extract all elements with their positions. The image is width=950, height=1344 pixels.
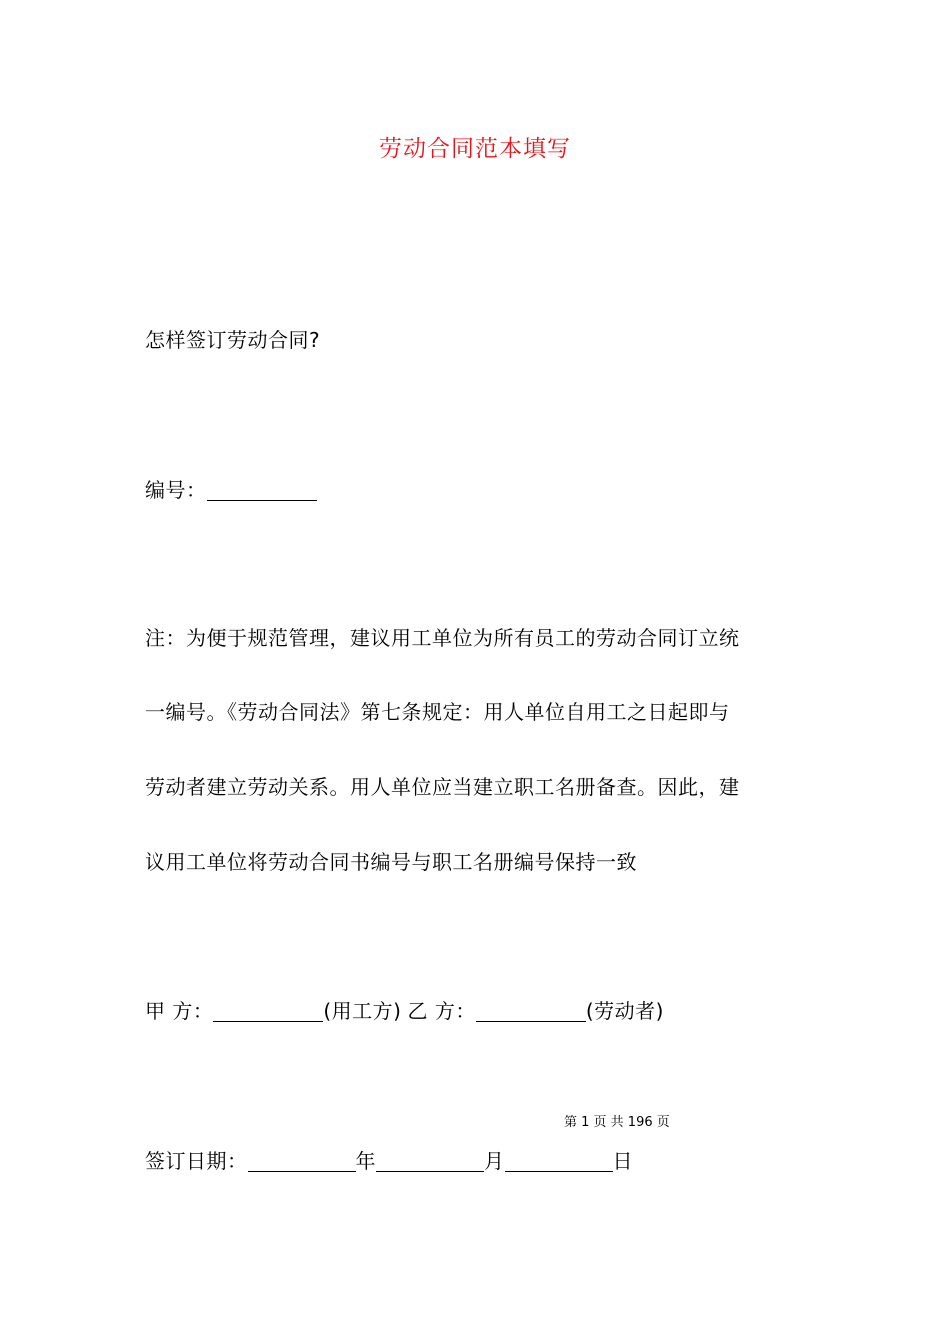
day-label: 日 (612, 1149, 633, 1173)
parties-row (145, 997, 664, 1025)
month-label: 月 (484, 1149, 505, 1173)
note-line-3: 劳动者建立劳动关系。用人单位应当建立职工名册备查。因此，建 (145, 775, 740, 799)
number-label: 编号： (145, 478, 207, 502)
sign-date-row (145, 1147, 633, 1175)
party-b-role: (劳动者) (585, 999, 664, 1023)
year-label: 年 (355, 1149, 376, 1173)
document-title: 劳动合同范本填写 (379, 136, 571, 162)
month-blank[interactable] (376, 1170, 484, 1172)
party-b-blank[interactable] (476, 1020, 586, 1022)
note-line-1: 注：为便于规范管理，建议用工单位为所有员工的劳动合同订立统 (145, 626, 740, 650)
day-blank[interactable] (505, 1170, 613, 1172)
party-a-label: 甲 方： (145, 999, 214, 1023)
number-blank[interactable] (207, 499, 317, 501)
question-heading: 怎样签订劳动合同? (145, 328, 321, 352)
party-a-role: (用工方) (323, 999, 402, 1023)
note-line-2: 一编号。《劳动合同法》第七条规定：用人单位自用工之日起即与 (145, 700, 730, 724)
note-line-4: 议用工单位将劳动合同书编号与职工名册编号保持一致 (145, 850, 637, 874)
page-footer: 第 1 页 共 196 页 (564, 1115, 670, 1130)
year-blank[interactable] (248, 1170, 356, 1172)
party-b-label: 乙 方： (407, 999, 476, 1023)
number-row (145, 476, 317, 504)
party-a-blank[interactable] (213, 1020, 323, 1022)
sign-date-label: 签订日期： (145, 1149, 248, 1173)
